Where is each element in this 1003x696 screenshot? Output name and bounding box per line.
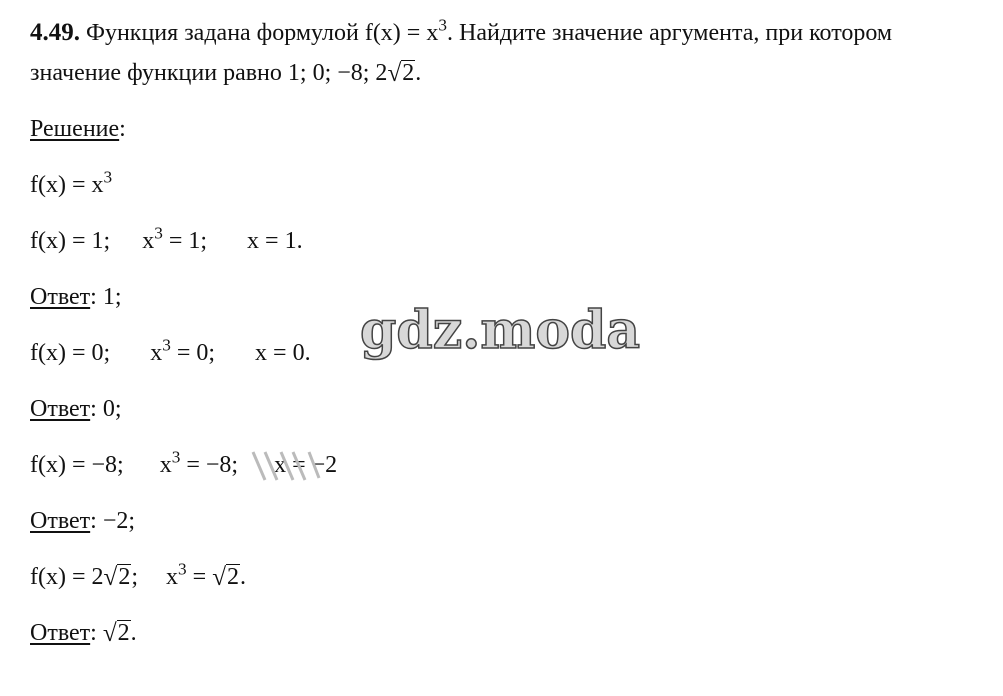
case-4-line: f(x) = 2√2; $x^3 = √2$. [30,559,247,591]
problem-number: 4.49. [30,19,80,46]
problem-text: Функция задана формулой f(x) = x [86,20,439,46]
answer-1: Ответ: 1; [30,284,122,310]
exponent: 3 [438,15,447,35]
answer-2: Ответ: 0; [30,396,122,422]
answer-3: Ответ: −2; [30,508,136,534]
case-2-line: f(x) = 0; $x^3 = 0$; x = 0. [30,335,311,366]
radical-sign-icon: √ [212,564,227,591]
problem-text-line2: значение функции равно 1; 0; −8; 2 [30,60,388,86]
sqrt-expression: √2 [103,564,131,591]
case-3-line: f(x) = −8; $x^3 = -8$; x = −2 [30,447,338,478]
sqrt-expression: √2 [387,60,415,87]
watermark-logo: gdz.moda [360,300,641,361]
watermark-mark-icon [245,448,325,484]
radical-sign-icon: √ [103,564,118,591]
solution-label: Решение [30,116,120,142]
case-1-line: f(x) = 1; $x^3 = 1$; x = 1. [30,223,303,254]
sqrt-expression: √2 [102,620,130,647]
problem-text-rest: . Найдите значение аргумента, при котором [446,20,893,46]
problem-statement-line1 [30,15,893,48]
radical-sign-icon: √ [387,60,402,87]
sqrt-expression: √2 [212,564,240,591]
radical-sign-icon: √ [102,620,117,647]
answer-4: Ответ: √2. [30,620,137,647]
formula-line: $f(x) = x^3$ [30,167,113,198]
solution-heading: Решение: [30,116,126,142]
problem-statement-line2: значение функции равно 1; 0; −8; 2√2. [30,60,422,87]
